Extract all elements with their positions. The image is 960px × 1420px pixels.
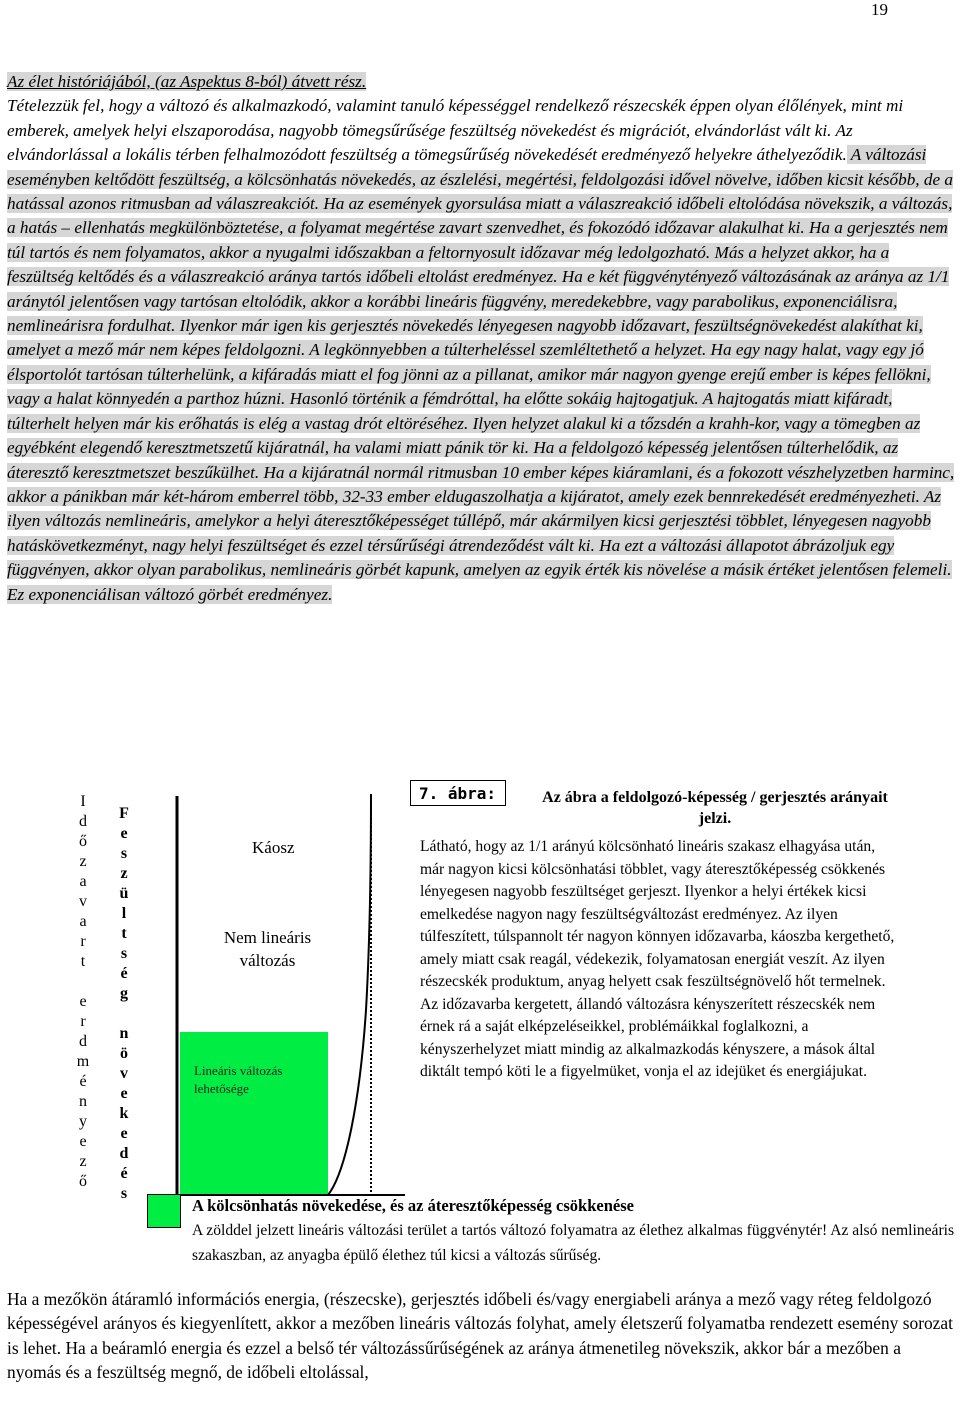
x-axis-label-char: s bbox=[120, 845, 128, 862]
nonlinear-label-line1: Nem lineáris bbox=[223, 928, 312, 947]
figure-description: Látható, hogy az 1/1 arányú kölcsönható lineáris szakasz elhagyása után, már nagyon kicsi kölcsönhatási többlet, vagy áteresztőképesség csökkenés lényegesen nagyobb feszültséget gerjeszt. Ilyenkor a helyi értékek kicsi emelkedése nagyon nagy feszültségváltozást eredményez. Az ilyen túlfeszített, túlspannolt tér nagyon könnyen időzavarba, káoszba kergethető, amely miatt csak reagál, védekezik, folyamatosan energiát veszít. Az ilyen részecskék produktum, anyag helyett csak feszültségnövelő hőt termelnek. Az időzavarba kergetett, állandó változásra kényszerített részecskék nem érnek rá a saját elképzeléseikkel, problémáikkal foglalkozni, a kényszerhelyzet miatt mindig az alkalmazkodás kényszere, a mások által diktált tempó köti le a figyelmüket, vonja el az idejüket és energiájukat. bbox=[420, 838, 895, 1080]
y-axis-label-char: I bbox=[80, 793, 86, 810]
x-axis-label-char: e bbox=[120, 1125, 128, 1142]
y-axis-label-char: z bbox=[79, 853, 87, 870]
y-axis-label-char: ő bbox=[79, 833, 87, 850]
x-axis-label-char: e bbox=[120, 825, 128, 842]
legend-title: A kölcsönhatás növekedése, és az áteresztőképesség csökkenése bbox=[192, 1196, 634, 1215]
x-axis-label-char: d bbox=[119, 1145, 129, 1162]
article-heading: Az élet históriájából, (az Aspektus 8-ból) átvett rész. bbox=[7, 72, 367, 91]
y-axis-label-char: ő bbox=[79, 1173, 87, 1190]
legend-green-square bbox=[147, 1194, 181, 1228]
x-axis-label-char: F bbox=[119, 805, 129, 822]
bottom-paragraph: Ha a mezőkön átáramló információs energia, (részecske), gerjesztés időbeli és/vagy energiabeli aránya a mező vagy réteg feldolgozó képességével arányos és kiegyenlített, akkor a mezőben lineáris változás folyhat, amely életszerű folyamatba rendezett esemény sorozat is lehet. Ha a beáramló energia és ezzel a belső tér változássűrűségének az aránya átmenetileg növekszik, akkor bár a mezőben a nyomás és a feszültség megnő, de időbeli eltolással, bbox=[7, 1289, 953, 1383]
x-axis-label-char: v bbox=[120, 1065, 128, 1082]
linear-label bbox=[194, 1062, 282, 1098]
figure-number: 7. ábra: bbox=[410, 780, 506, 806]
article-text: Tételezzük fel, hogy a változó és alkalmazkodó, valamint tanuló képességgel rendelkező részecskék éppen olyan élőlények, mint mi emberek, amelyek helyi elszaporodása, nagyobb tömegsűrűsége feszültség növekedést és migrációt, elvándorlást vált ki. Az elvándorlással a lokális térben felhalmozódott feszültség a tömegsűrűség növekedését eredményező helyekre áthelyeződik. bbox=[7, 96, 904, 165]
y-axis-label-char: a bbox=[79, 873, 87, 890]
y-axis-label-char: v bbox=[79, 893, 87, 910]
y-axis-label-char: a bbox=[79, 913, 87, 930]
y-axis-label-char: r bbox=[80, 933, 86, 950]
y-axis-label bbox=[73, 792, 93, 1192]
y-axis-label-char: d bbox=[79, 1033, 87, 1050]
linear-label-line1: Lineáris változás bbox=[194, 1063, 283, 1078]
y-axis-label-char: z bbox=[79, 1153, 87, 1170]
nonlinear-label-line2: változás bbox=[239, 951, 296, 970]
x-axis-label-char: s bbox=[120, 945, 128, 962]
x-axis-label-char: e bbox=[120, 1085, 128, 1102]
nonlinear-label bbox=[200, 926, 335, 972]
y-axis-label-char: e bbox=[79, 1133, 87, 1150]
y-axis-label-char: r bbox=[80, 1013, 86, 1030]
y-axis-label-char: e bbox=[79, 993, 87, 1010]
y-axis-label-char: n bbox=[79, 1093, 87, 1110]
x-axis-label-char: é bbox=[120, 1165, 128, 1182]
linear-area bbox=[180, 1032, 328, 1195]
x-axis-label-char bbox=[114, 1004, 134, 1024]
figure-title: Az ábra a feldolgozó-képesség / gerjesztés arányait jelzi. bbox=[542, 789, 888, 827]
y-axis-label-char: é bbox=[79, 1073, 87, 1090]
x-axis-label-char: é bbox=[120, 965, 128, 982]
x-axis-label-char: ö bbox=[120, 1045, 128, 1062]
nonlinear-curve bbox=[328, 794, 371, 1195]
page-number: 19 bbox=[871, 0, 888, 19]
x-axis-label-char: s bbox=[120, 1185, 128, 1202]
x-axis-label-char: l bbox=[121, 905, 127, 922]
x-axis-label-char: g bbox=[120, 985, 128, 1002]
y-axis-label-char: t bbox=[80, 953, 86, 970]
y-axis-label-char: d bbox=[79, 813, 87, 830]
x-axis-label-char: n bbox=[119, 1025, 129, 1042]
x-axis-label-char: t bbox=[121, 925, 127, 942]
linear-label-line2: lehetősége bbox=[194, 1081, 249, 1096]
x-axis-label-char: z bbox=[120, 865, 128, 882]
y-axis-label-char: m bbox=[76, 1053, 90, 1070]
legend-body: A zölddel jelzett lineáris változási terület a tartós változó folyamatra az élethez alkalmas függvénytér! Az alsó nemlineáris szakaszban, az anyagba épülő élethez túl kicsi a változás sűrűség. bbox=[192, 1222, 955, 1264]
y-axis-label-char: y bbox=[79, 1113, 87, 1130]
x-axis-label-char: ü bbox=[119, 885, 129, 902]
y-axis-label-char bbox=[73, 972, 93, 992]
x-axis-label bbox=[114, 804, 134, 1204]
x-axis-label-char: k bbox=[119, 1105, 129, 1122]
article-paragraph bbox=[7, 70, 955, 607]
chaos-label: Káosz bbox=[252, 838, 295, 857]
article-text-highlighted: A változási eseményben keltődött feszültség, a kölcsönhatás növekedés, az észlelési, megértési, feldolgozási idővel növelve, időben kicsit később, de a hatással azonos ritmusban ad válaszreakciót. Ha az események gyorsulása miatt a válaszreakció időbeli eltolódása növekszik, a változás, a hatás – ellenhatás megkülönböztetése, a folyamat megértése zavart szenvedhet, és fokozódó időzavar alakulhat ki. Ha a gerjesztés nem túl tartós és nem folyamatos, akkor a nyugalmi időszakban a feltornyosult időzavar még ledolgozható. Más a helyzet akkor, ha a feszültség keltődés és a válaszreakció aránya tartós időbeli eltolást eredményez. Ha e két függvénytényező változásának az aránya az 1/1 aránytól jelentősen vagy tartósan eltolódik, akkor a korábbi lineáris függvény, meredekebbre, vagy parabolikus, exponenciálisra, nemlineárisra fordulhat. Ilyenkor már igen kis gerjesztés növekedés lényegesen nagyobb időzavart, feszültségnövekedést alakíthat ki, amelyet a mező már nem képes feldolgozni. A legkönnyebben a túlterheléssel szemléltethető a helyzet. Ha egy nagy halat, vagy egy jó élsportolót tartósan túlterhelünk, a kifáradás miatt el fog jönni az a pillanat, amikor már nagyon gyenge erejű ember is képes fellökni, vagy a halat könnyedén a parthoz húzni. Hasonló történik a fémdróttal, ha előtte sokáig hajtogatjuk. A hajtogatás miatt kifáradt, túlterhelt helyen már kis erőhatás is elég a vastag drót eltöréséhez. Ilyen helyzet alakul ki a tőzsdén a krahh-kor, vagy a tömegben az egyébként elegendő keresztmetszetű kijáratnál, ha valami miatt pánik tör ki. Ha a feldolgozó képesség jelentősen túlterhelődik, az áteresztő keresztmetszet beszűkülhet. Ha a kijáratnál normál ritmusban 10 ember képes kiáramlani, és a fokozott vészhelyzetben harminc, akkor a pánikban már két-három emberrel több, 32-33 ember eldugaszolhatja a kijáratot, amely ezek bennrekedését eredményezheti. Az ilyen változás nemlineáris, amelykor a helyi áteresztőképességet túllépő, már akármilyen kicsi gerjesztési többlet, lényegesen nagyobb hatáskövetkezményt, nagy helyi feszültséget és ezzel térsűrűségi átrendeződést vált ki. Ha ezt a változási állapotot ábrázoljuk egy függvényen, akkor olyan parabolikus, nemlineáris görbét kapunk, amelyen az egyik érték kis növelése a másik értéket jelentősen felemeli. Ez exponenciálisan változó görbét eredményez. bbox=[7, 145, 955, 604]
